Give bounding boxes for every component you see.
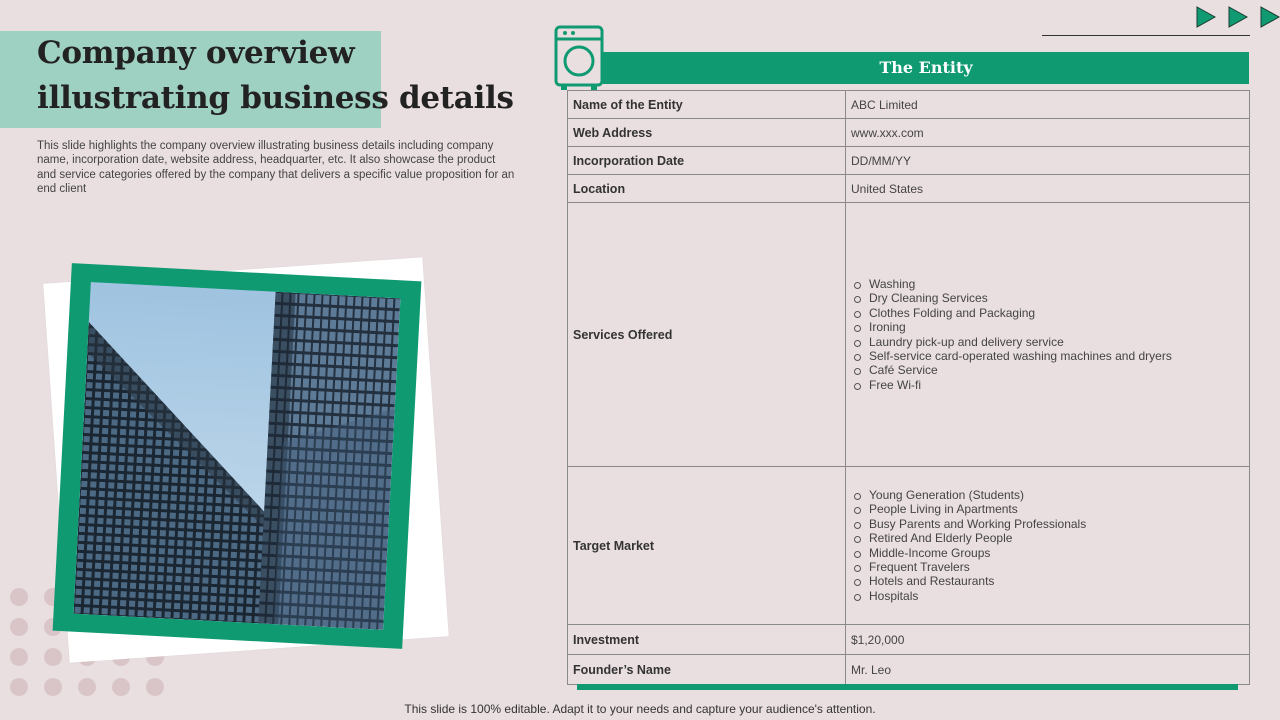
row-value: www.xxx.com — [846, 119, 1250, 147]
target-market-list — [851, 488, 1244, 603]
table-row — [568, 655, 1250, 685]
row-key: Name of the Entity — [568, 91, 846, 119]
list-item: Self-service card-operated washing machines and dryers — [851, 349, 1244, 363]
target-market-list-cell — [846, 467, 1250, 625]
list-item: Retired And Elderly People — [851, 531, 1244, 545]
play-arrow-icon — [1197, 7, 1215, 27]
washing-machine-icon — [553, 24, 605, 92]
title-line-1: Company overview — [37, 35, 355, 71]
list-item: Hospitals — [851, 589, 1244, 603]
list-item: Hotels and Restaurants — [851, 574, 1244, 588]
play-arrow-icons — [1195, 5, 1280, 29]
list-item: Laundry pick-up and delivery service — [851, 335, 1244, 349]
row-key: Founder’s Name — [568, 655, 846, 685]
table-row — [568, 147, 1250, 175]
list-item: Busy Parents and Working Professionals — [851, 517, 1244, 531]
slide-footer: This slide is 100% editable. Adapt it to your needs and capture your audience's attention. — [404, 702, 876, 716]
row-key: Web Address — [568, 119, 846, 147]
row-value: United States — [846, 175, 1250, 203]
row-key: Location — [568, 175, 846, 203]
slide-title — [37, 31, 517, 121]
entity-table — [567, 90, 1250, 685]
table-row — [568, 467, 1250, 625]
row-key: Target Market — [568, 467, 846, 625]
title-line-2: illustrating business details — [37, 80, 514, 116]
table-row — [568, 175, 1250, 203]
list-item: Clothes Folding and Packaging — [851, 306, 1244, 320]
table-row — [568, 119, 1250, 147]
row-value: Mr. Leo — [846, 655, 1250, 685]
table-row — [568, 625, 1250, 655]
play-arrow-icon — [1261, 7, 1279, 27]
services-list — [851, 277, 1244, 392]
list-item: Free Wi-fi — [851, 378, 1244, 392]
play-arrow-icon — [1229, 7, 1247, 27]
entity-table-header: The Entity — [603, 52, 1249, 84]
row-value: $1,20,000 — [846, 625, 1250, 655]
list-item: Dry Cleaning Services — [851, 291, 1244, 305]
list-item: Ironing — [851, 320, 1244, 334]
table-bottom-bar — [577, 684, 1238, 690]
top-divider-line — [1042, 35, 1250, 36]
photo-frame — [53, 263, 422, 649]
row-key: Investment — [568, 625, 846, 655]
list-item: Middle-Income Groups — [851, 546, 1244, 560]
list-item: People Living in Apartments — [851, 502, 1244, 516]
row-key: Incorporation Date — [568, 147, 846, 175]
table-row — [568, 91, 1250, 119]
row-value: DD/MM/YY — [846, 147, 1250, 175]
table-row — [568, 203, 1250, 467]
slide-description: This slide highlights the company overview illustrating business details including company name, incorporation date, website address, headquarter, etc. It also showcase the product and service categories offered by the company that delivers a specific value proposition for an end client — [37, 140, 515, 195]
row-value: ABC Limited — [846, 91, 1250, 119]
list-item: Washing — [851, 277, 1244, 291]
services-list-cell — [846, 203, 1250, 467]
building-photo — [74, 282, 401, 630]
list-item: Young Generation (Students) — [851, 488, 1244, 502]
list-item: Frequent Travelers — [851, 560, 1244, 574]
list-item: Café Service — [851, 363, 1244, 377]
row-key: Services Offered — [568, 203, 846, 467]
